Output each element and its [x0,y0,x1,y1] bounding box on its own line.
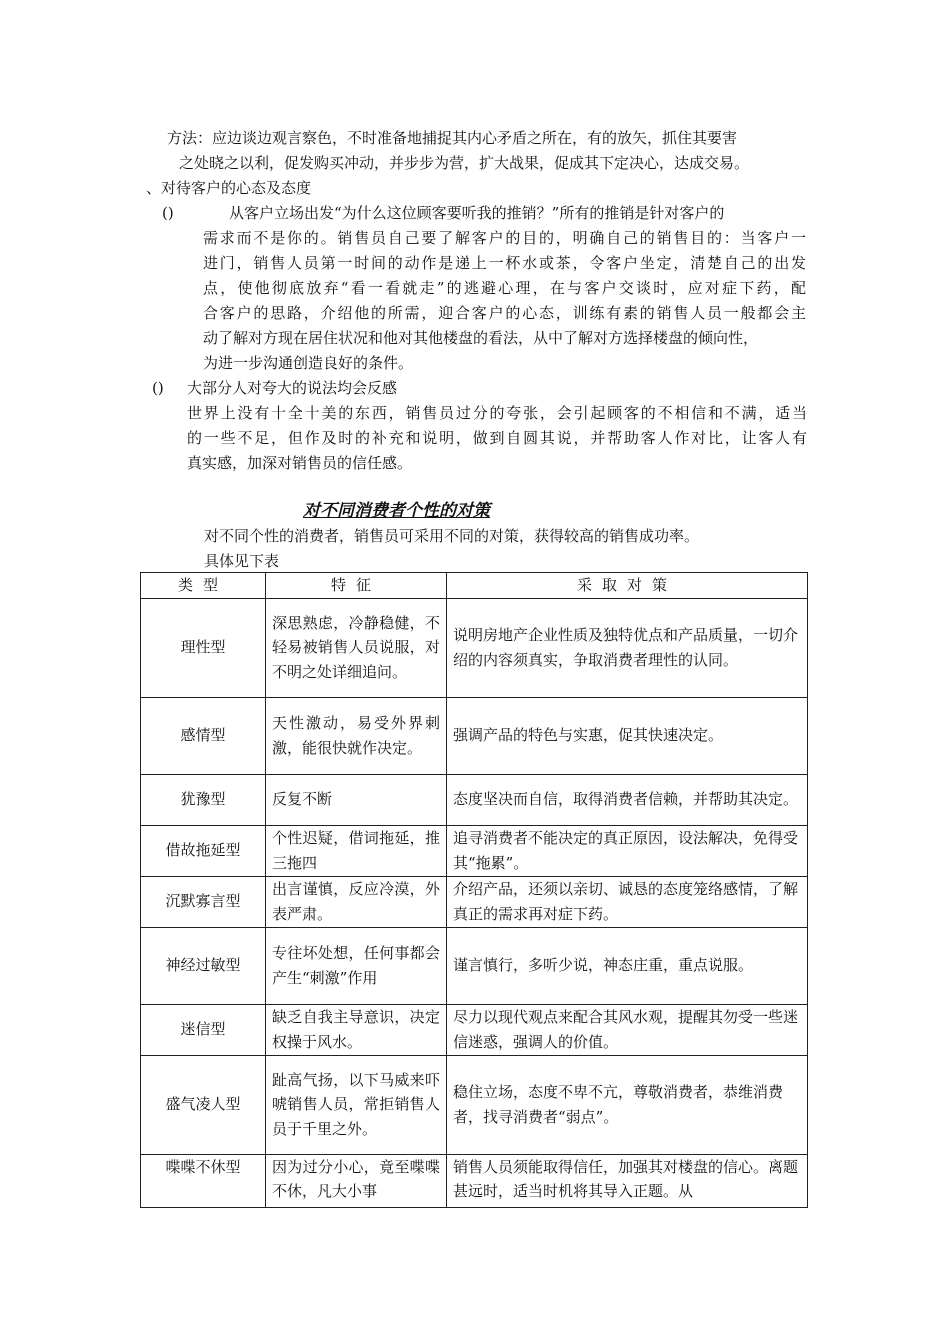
point1-line: 从客户立场出发“为什么这位顾客要听我的推销？”所有的推销是针对客户的 [229,204,725,222]
table-row [141,774,808,825]
cell-features: 专往坏处想，任何事都会产生“刺激”作用 [266,927,447,1004]
cell-type: 盛气凌人型 [141,1055,266,1154]
method-line-1: 方法：应边谈边观言察色，不时准备地捕捉其内心矛盾之所在，有的放矢，抓住其要害 [167,129,738,147]
cell-strategy: 稳住立场，态度不卑不亢，尊敬消费者，恭维消费者，找寻消费者“弱点”。 [447,1055,808,1154]
cell-features: 出言谨慎，反应冷漠，外表严肃。 [266,876,447,927]
point2-line: 世界上没有十全十美的东西，销售员过分的夸张，会引起顾客的不相信和不满，适当 [187,404,807,422]
cell-type: 犹豫型 [141,774,266,825]
table-row [141,927,808,1004]
cell-type: 沉默寡言型 [141,876,266,927]
table-header-row [141,573,808,599]
point1-line: 为进一步沟通创造良好的条件。 [203,354,414,372]
point1-line: 需求而不是你的。销售员自己要了解客户的目的，明确自己的销售目的：当客户一 [203,229,806,247]
cell-features: 反复不断 [266,774,447,825]
cell-features: 趾高气扬，以下马威来吓唬销售人员，常拒销售人员于千里之外。 [266,1055,447,1154]
point1-line: 点，使他彻底放弃“看一看就走”的逃避心理，在与客户交谈时，应对症下药，配 [203,279,806,297]
header-features: 特征 [266,573,447,599]
cell-strategy: 追寻消费者不能决定的真正原因，设法解决，免得受其“拖累”。 [447,825,808,876]
cell-strategy: 销售人员须能取得信任，加强其对楼盘的信心。离题甚远时，适当时机将其导入正题。从 [447,1154,808,1207]
table-row [141,697,808,774]
table-row [141,1154,808,1207]
table-row [141,876,808,927]
point1-marker: () [162,204,174,222]
point2-marker: () [152,379,164,397]
cell-type: 喋喋不休型 [141,1154,266,1207]
cell-type: 迷信型 [141,1004,266,1055]
point2-heading: 大部分人对夸大的说法均会反感 [187,379,398,397]
cell-type: 感情型 [141,697,266,774]
point1-line: 动了解对方现在居住状况和他对其他楼盘的看法，从中了解对方选择楼盘的倾向性， [203,329,759,347]
cell-strategy: 介绍产品，还须以亲切、诚恳的态度笼络感情，了解真正的需求再对症下药。 [447,876,808,927]
table-row [141,1004,808,1055]
cell-strategy: 谨言慎行，多听少说，神态庄重，重点说服。 [447,927,808,1004]
cell-features: 个性迟疑，借词拖延，推三拖四 [266,825,447,876]
cell-type: 借故拖延型 [141,825,266,876]
header-type: 类型 [141,573,266,599]
cell-features: 天性激动，易受外界刺激，能很快就作决定。 [266,697,447,774]
section-heading: 、对待客户的心态及态度 [146,179,312,197]
table-row [141,825,808,876]
cell-features: 因为过分小心，竟至喋喋不休，凡大小事 [266,1154,447,1207]
point2-line: 真实感，加深对销售员的信任感。 [187,454,413,472]
cell-features: 缺乏自我主导意识，决定权操于风水。 [266,1004,447,1055]
cell-strategy: 说明房地产企业性质及独特优点和产品质量，一切介绍的内容须真实，争取消费者理性的认同。 [447,598,808,697]
cell-strategy: 尽力以现代观点来配合其风水观，提醒其勿受一些迷信迷惑，强调人的价值。 [447,1004,808,1055]
point2-line: 的一些不足，但作及时的补充和说明，做到自圆其说，并帮助客人作对比，让客人有 [187,429,807,447]
cell-features: 深思熟虑，冷静稳健，不轻易被销售人员说服，对不明之处详细追问。 [266,598,447,697]
table-row [141,1055,808,1154]
section-title: 对不同消费者个性的对策 [303,501,490,521]
cell-strategy: 强调产品的特色与实惠，促其快速决定。 [447,697,808,774]
cell-strategy: 态度坚决而自信，取得消费者信赖，并帮助其决定。 [447,774,808,825]
intro-text-2: 具体见下表 [204,552,280,570]
method-line-2: 之处晓之以利，促发购买冲动，并步步为营，扩大战果，促成其下定决心，达成交易。 [179,154,750,172]
point1-line: 进门，销售人员第一时间的动作是递上一杯水或茶，令客户坐定，清楚自己的出发 [203,254,806,272]
consumer-strategy-table [140,572,808,1208]
table-row [141,598,808,697]
cell-type: 神经过敏型 [141,927,266,1004]
header-strategy: 采取对策 [447,573,808,599]
intro-text: 对不同个性的消费者，销售员可采用不同的对策，获得较高的销售成功率。 [204,527,700,545]
cell-type: 理性型 [141,598,266,697]
point1-line: 合客户的思路，介绍他的所需，迎合客户的心态，训练有素的销售人员一般都会主 [203,304,806,322]
